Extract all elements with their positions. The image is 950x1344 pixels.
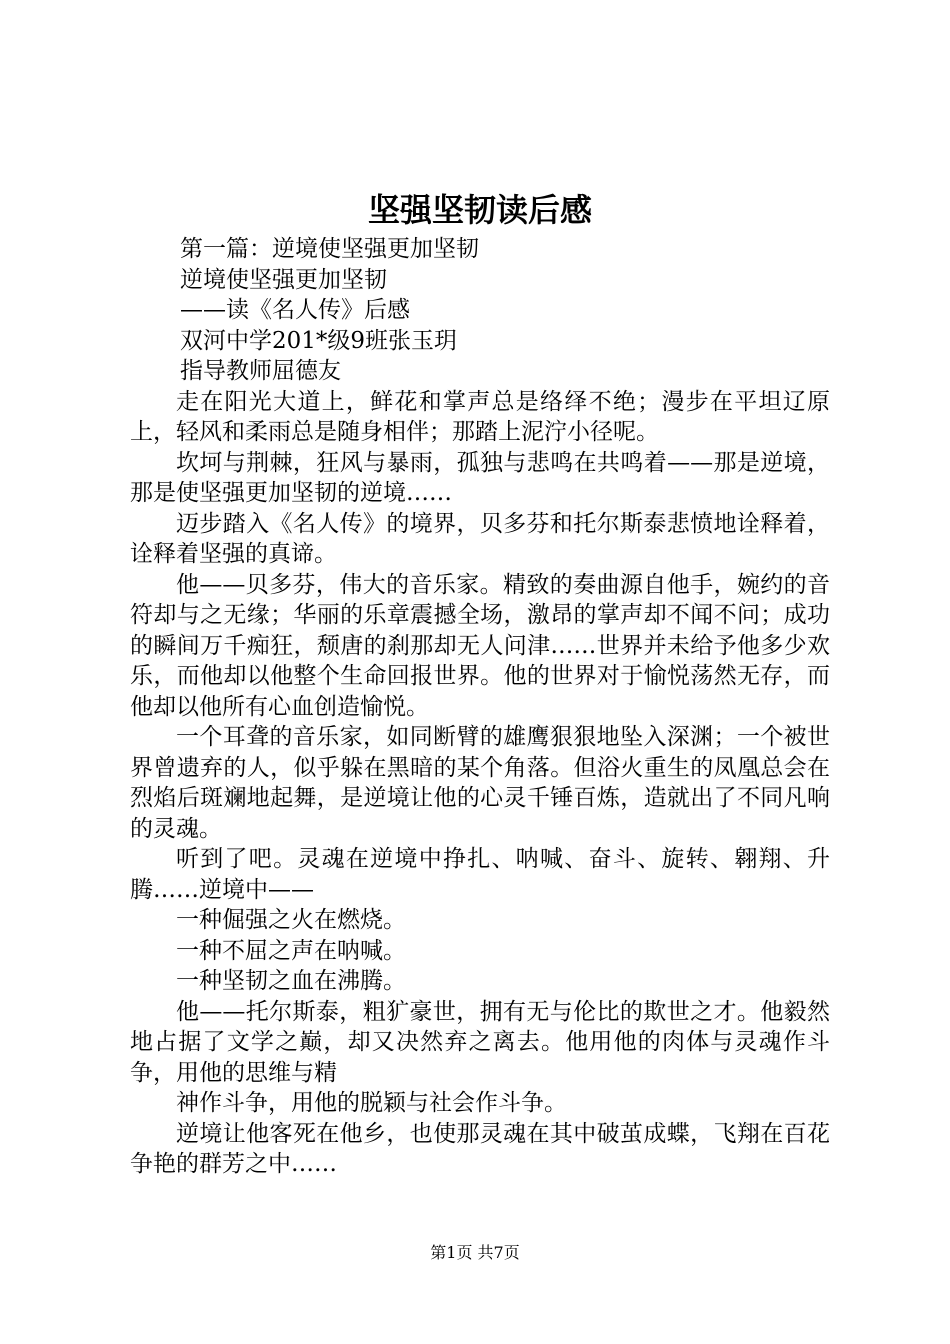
page-footer: 第1页 共7页 <box>430 1243 520 1262</box>
teacher-line: 指导教师屈德友 <box>180 358 341 384</box>
paragraph: 一种倔强之火在燃烧。 <box>176 907 406 933</box>
paragraph: 一种坚韧之血在沸腾。 <box>176 968 406 994</box>
paragraph: 神作斗争，用他的脱颖与社会作斗争。 <box>176 1090 567 1116</box>
paragraph: 逆境让他客死在他乡，也使那灵魂在其中破茧成蝶，飞翔在百花争艳的群芳之中…… <box>130 1120 830 1177</box>
paragraph: 他——贝多芬，伟大的音乐家。精致的奏曲源自他手，婉约的音符却与之无缘；华丽的乐章震撼全场，激昂的掌声却不闻不问；成功的瞬间万千痴狂，颓唐的刹那却无人问津……世界并未给予他多少欢乐，而他却以他整个生命回报世界。他的世界对于愉悦荡然无存，而他却以他所有心血创造愉悦。 <box>130 571 830 720</box>
paragraph: 走在阳光大道上，鲜花和掌声总是络绎不绝；漫步在平坦辽原上，轻风和柔雨总是随身相伴；那踏上泥泞小径呢。 <box>130 388 830 445</box>
paragraph: 他——托尔斯泰，粗犷豪世，拥有无与伦比的欺世之才。他毅然地占据了文学之巅，却又决然弃之离去。他用他的肉体与灵魂作斗争，用他的思维与精 <box>130 998 830 1086</box>
section-heading: 第一篇：逆境使坚强更加坚韧 <box>180 236 479 262</box>
paragraph: 一个耳聋的音乐家，如同断臂的雄鹰狠狠地坠入深渊；一个被世界曾遗弃的人，似乎躲在黑暗的某个角落。但浴火重生的凤凰总会在烈焰后斑斓地起舞，是逆境让他的心灵千锤百炼，造就出了不同凡响的灵魂。 <box>130 724 830 842</box>
paragraph: 一种不屈之声在呐喊。 <box>176 937 406 964</box>
essay-subtitle: ——读《名人传》后感 <box>180 297 410 323</box>
document-title: 坚强坚韧读后感 <box>367 191 592 229</box>
essay-title: 逆境使坚强更加坚韧 <box>180 266 387 293</box>
author-line: 双河中学201*级9班张玉玥 <box>180 327 458 354</box>
paragraph: 迈步踏入《名人传》的境界，贝多芬和托尔斯泰悲愤地诠释着，诠释着坚强的真谛。 <box>130 510 830 567</box>
paragraph: 坎坷与荆棘，狂风与暴雨，孤独与悲鸣在共鸣着——那是逆境，那是使坚强更加坚韧的逆境…… <box>130 449 830 506</box>
document-page <box>130 190 830 1180</box>
paragraph: 听到了吧。灵魂在逆境中挣扎、呐喊、奋斗、旋转、翱翔、升腾……逆境中—— <box>130 846 830 903</box>
